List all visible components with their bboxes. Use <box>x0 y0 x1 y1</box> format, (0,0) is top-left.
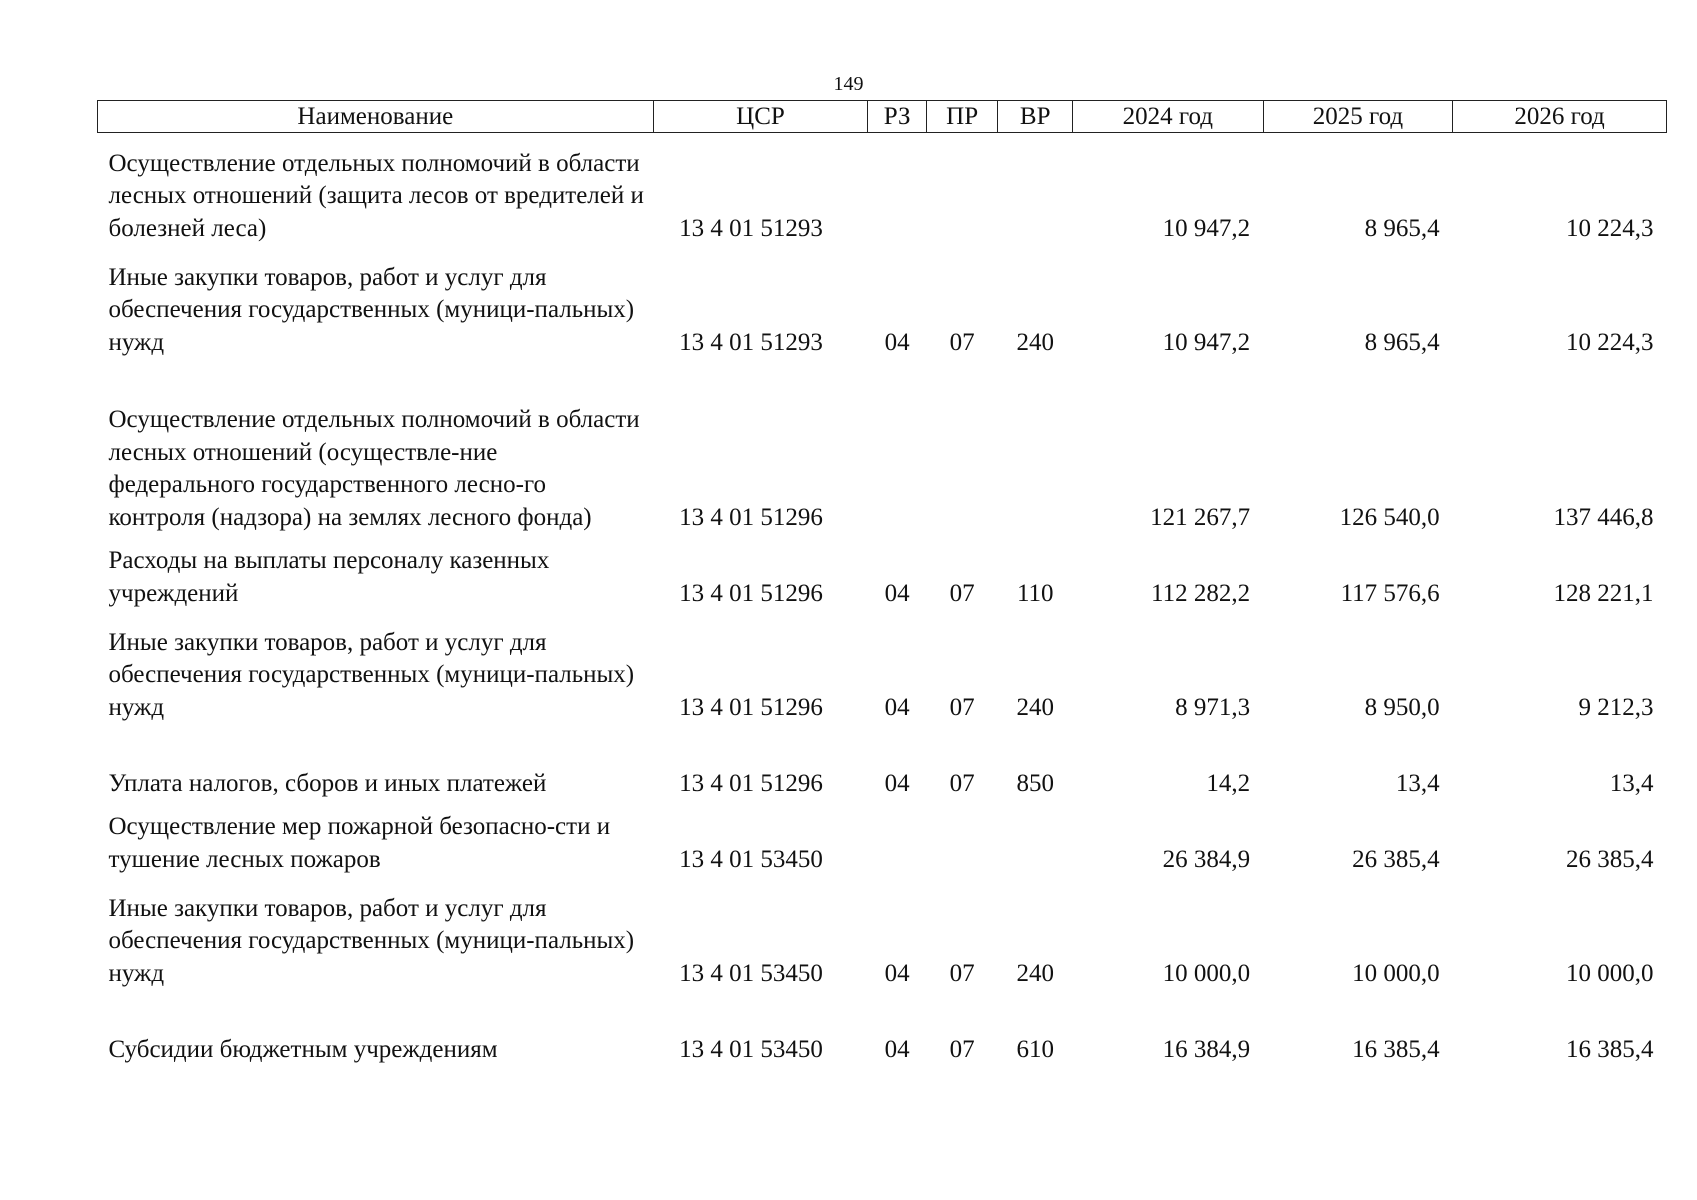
cell-name: Иные закупки товаров, работ и услуг для обеспечения государственных (муници-пальных) нужд <box>108 628 635 721</box>
cell-2026: 128 221,1 <box>1553 579 1654 607</box>
cell-vr: 240 <box>1016 328 1054 356</box>
header-rz: РЗ <box>868 101 926 133</box>
cell-pr: 07 <box>949 769 975 797</box>
cell-2026: 10 224,3 <box>1566 214 1654 242</box>
cell-2026: 26 385,4 <box>1566 845 1654 873</box>
cell-pr: 07 <box>949 579 975 607</box>
table-row <box>98 534 1667 610</box>
cell-csr: 13 4 01 53450 <box>679 845 823 873</box>
table-header-row <box>98 101 1667 133</box>
table-row <box>98 359 1667 534</box>
header-2024: 2024 год <box>1073 101 1264 133</box>
cell-2025: 117 576,6 <box>1340 579 1440 607</box>
header-csr: ЦСР <box>653 101 868 133</box>
cell-2025: 13,4 <box>1395 769 1440 797</box>
cell-csr: 13 4 01 51296 <box>679 579 823 607</box>
table-row <box>98 133 1667 246</box>
cell-pr <box>926 133 998 246</box>
cell-csr: 13 4 01 53450 <box>679 959 823 987</box>
cell-rz: 04 <box>884 693 910 721</box>
cell-2024: 10 947,2 <box>1162 214 1251 242</box>
cell-vr <box>998 359 1073 534</box>
cell-2024: 26 384,9 <box>1162 845 1251 873</box>
table-row <box>98 724 1667 800</box>
cell-2024: 10 000,0 <box>1162 959 1251 987</box>
cell-rz <box>868 800 926 876</box>
cell-name: Иные закупки товаров, работ и услуг для обеспечения государственных (муници-пальных) нужд <box>108 263 635 356</box>
cell-2025: 8 965,4 <box>1364 214 1440 242</box>
cell-name: Уплата налогов, сборов и иных платежей <box>108 769 547 797</box>
cell-2025: 126 540,0 <box>1339 503 1440 531</box>
cell-2026: 9 212,3 <box>1578 693 1654 721</box>
cell-pr: 07 <box>949 328 975 356</box>
table-row <box>98 610 1667 724</box>
cell-name: Расходы на выплаты персоналу казенных учреждений <box>108 547 550 607</box>
cell-vr: 850 <box>1016 769 1054 797</box>
cell-2026: 16 385,4 <box>1566 1035 1654 1063</box>
cell-2024: 10 947,2 <box>1162 328 1251 356</box>
cell-2025: 8 950,0 <box>1364 693 1440 721</box>
cell-rz <box>868 133 926 246</box>
header-2025: 2025 год <box>1263 101 1453 133</box>
cell-name: Иные закупки товаров, работ и услуг для обеспечения государственных (муници-пальных) нужд <box>108 894 635 987</box>
cell-rz: 04 <box>884 328 910 356</box>
table-row <box>98 800 1667 876</box>
cell-2025: 10 000,0 <box>1352 959 1440 987</box>
cell-csr: 13 4 01 51293 <box>679 214 823 242</box>
cell-rz: 04 <box>884 1035 910 1063</box>
cell-rz: 04 <box>884 769 910 797</box>
cell-2025: 26 385,4 <box>1352 845 1440 873</box>
cell-pr <box>926 359 998 534</box>
cell-2024: 121 267,7 <box>1150 503 1251 531</box>
table-row <box>98 876 1667 990</box>
cell-2025: 8 965,4 <box>1364 328 1440 356</box>
cell-csr: 13 4 01 51296 <box>679 769 823 797</box>
budget-table <box>97 100 1667 1066</box>
cell-2024: 112 282,2 <box>1151 579 1251 607</box>
cell-csr: 13 4 01 51293 <box>679 328 823 356</box>
cell-2026: 10 000,0 <box>1566 959 1654 987</box>
cell-name: Осуществление отдельных полномочий в области лесных отношений (защита лесов от вредителей и болезней леса) <box>108 149 644 242</box>
cell-2024: 8 971,3 <box>1175 693 1251 721</box>
cell-vr <box>998 133 1073 246</box>
cell-name: Осуществление отдельных полномочий в области лесных отношений (осуществле-ние федерального государственного лесно-го контроля (надзора) на землях лесного фонда) <box>108 406 640 531</box>
cell-vr: 610 <box>1016 1035 1054 1063</box>
cell-pr: 07 <box>949 693 975 721</box>
header-pr: ПР <box>926 101 998 133</box>
table-row <box>98 245 1667 359</box>
cell-2025: 16 385,4 <box>1352 1035 1440 1063</box>
cell-name: Субсидии бюджетным учреждениям <box>108 1035 498 1063</box>
cell-rz <box>868 359 926 534</box>
cell-csr: 13 4 01 51296 <box>679 693 823 721</box>
cell-csr: 13 4 01 51296 <box>679 503 823 531</box>
cell-pr: 07 <box>949 1035 975 1063</box>
cell-rz: 04 <box>884 579 910 607</box>
cell-2026: 137 446,8 <box>1553 503 1654 531</box>
header-2026: 2026 год <box>1453 101 1667 133</box>
cell-vr: 240 <box>1016 959 1054 987</box>
cell-vr: 240 <box>1016 693 1054 721</box>
cell-rz: 04 <box>884 959 910 987</box>
cell-name: Осуществление мер пожарной безопасно-сти и тушение лесных пожаров <box>108 813 611 873</box>
table-row <box>98 990 1667 1066</box>
cell-2026: 13,4 <box>1609 769 1654 797</box>
cell-2026: 10 224,3 <box>1566 328 1654 356</box>
cell-2024: 16 384,9 <box>1162 1035 1251 1063</box>
cell-vr <box>998 800 1073 876</box>
cell-2024: 14,2 <box>1206 769 1251 797</box>
cell-pr: 07 <box>949 959 975 987</box>
page-number: 149 <box>833 73 864 95</box>
cell-csr: 13 4 01 53450 <box>679 1035 823 1063</box>
cell-pr <box>926 800 998 876</box>
header-name: Наименование <box>98 101 654 133</box>
cell-vr: 110 <box>1016 579 1054 607</box>
header-vr: ВР <box>998 101 1073 133</box>
